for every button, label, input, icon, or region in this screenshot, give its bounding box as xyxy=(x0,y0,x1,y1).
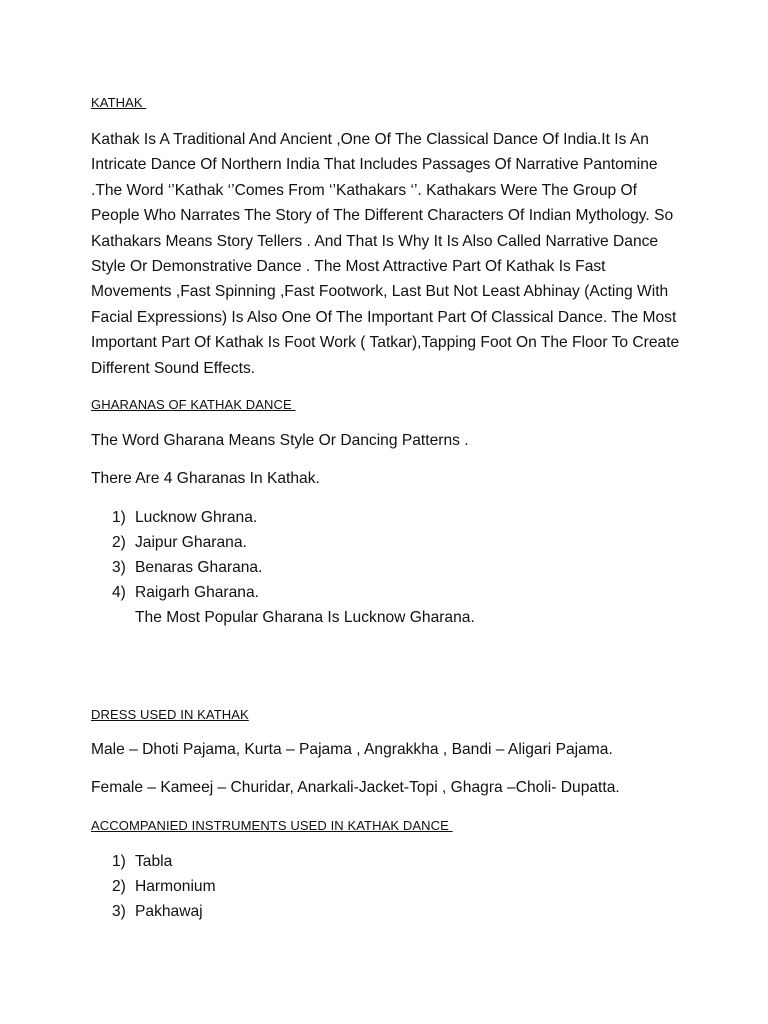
list-item xyxy=(91,555,475,580)
list-text: Lucknow Ghrana. xyxy=(135,509,258,526)
gharana-count: There Are 4 Gharanas In Kathak. xyxy=(91,470,320,487)
list-number: 3) xyxy=(112,559,126,576)
list-number: 2) xyxy=(112,878,126,895)
list-item xyxy=(91,530,475,555)
instruments-list xyxy=(91,849,216,924)
list-text: Jaipur Gharana. xyxy=(135,534,247,551)
list-number: 2) xyxy=(112,534,126,551)
gharanas-heading: GHARANAS OF KATHAK DANCE xyxy=(91,397,296,412)
list-note: The Most Popular Gharana Is Lucknow Gharana. xyxy=(135,609,475,626)
male-dress: Male – Dhoti Pajama, Kurta – Pajama , Angrakkha , Bandi – Aligari Pajama. xyxy=(91,741,613,758)
list-text: Harmonium xyxy=(135,878,216,895)
gharanas-list xyxy=(91,505,475,630)
list-text: Pakhawaj xyxy=(135,903,203,920)
female-dress: Female – Kameej – Churidar, Anarkali-Jacket-Topi , Ghagra –Choli- Dupatta. xyxy=(91,779,620,796)
gharana-definition: The Word Gharana Means Style Or Dancing Patterns . xyxy=(91,432,469,449)
list-item xyxy=(91,899,216,924)
list-item xyxy=(91,849,216,874)
list-number: 1) xyxy=(112,509,126,526)
instruments-heading: ACCOMPANIED INSTRUMENTS USED IN KATHAK DANCE xyxy=(91,818,453,833)
kathak-paragraph: Kathak Is A Traditional And Ancient ,One Of The Classical Dance Of India.It Is An Intricate Dance Of Northern India That Includes Passages Of Narrative Pantomine .The Word ‘’Kathak ‘’Comes From ‘’Kathakars ‘’. Kathakars Were The Group Of People Who Narrates The Story of The Different Characters Of Indian Mythology. So Kathakars Means Story Tellers . And That Is Why It Is Also Called Narrative Dance Style Or Demonstrative Dance . The Most Attractive Part Of Kathak Is Fast Movements ,Fast Spinning ,Fast Footwork, Last But Not Least Abhinay (Acting With Facial Expressions) Is Also One Of The Important Part Of Classical Dance. The Most Important Part Of Kathak Is Foot Work ( Tatkar),Tapping Foot On The Floor To Create Different Sound Effects. xyxy=(91,131,680,377)
list-text: Benaras Gharana. xyxy=(135,559,263,576)
dress-heading: DRESS USED IN KATHAK xyxy=(91,707,249,722)
list-text: Raigarh Gharana. xyxy=(135,584,259,601)
list-number: 1) xyxy=(112,853,126,870)
list-item xyxy=(91,505,475,530)
list-number: 3) xyxy=(112,903,126,920)
list-text: Tabla xyxy=(135,853,173,870)
kathak-heading: KATHAK xyxy=(91,95,147,110)
list-item xyxy=(91,874,216,899)
list-item xyxy=(91,580,475,605)
list-number: 4) xyxy=(112,584,126,601)
